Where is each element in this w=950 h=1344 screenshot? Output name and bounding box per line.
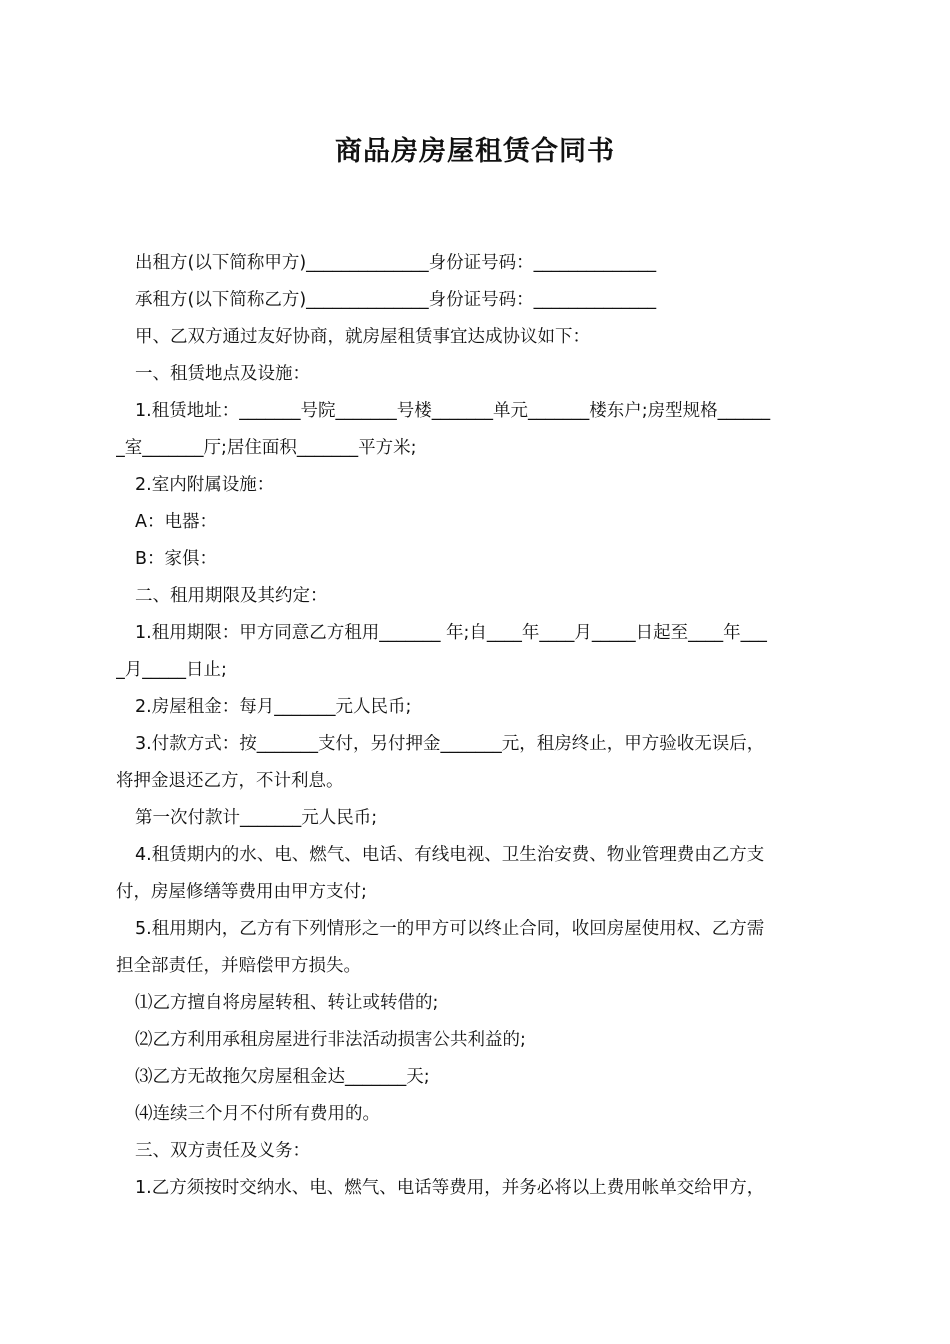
clause-2-3: 3.付款方式：按_______支付，另付押金_______元，租房终止，甲方验收无误后， [135,734,765,754]
clause-2-5-item-2: ⑵乙方利用承租房屋进行非法活动损害公共利益的; [135,1030,526,1050]
clause-2-5-item-3: ⑶乙方无故拖欠房屋租金达_______天; [135,1067,430,1087]
clause-2-2: 2.房屋租金：每月_______元人民币; [135,697,412,717]
document-body [116,245,836,1207]
clause-2-5-item-4: ⑷连续三个月不付所有费用的。 [135,1104,380,1124]
clause-2-4: 4.租赁期内的水、电、燃气、电话、有线电视、卫生治安费、物业管理费由乙方支 [135,845,765,865]
clause-1-2: 2.室内附属设施： [135,475,275,495]
agreement-intro: 甲、乙双方通过友好协商，就房屋租赁事宜达成协议如下： [135,327,590,347]
clause-2-4-cont: 付，房屋修缮等费用由甲方支付; [116,882,367,902]
clause-1-2-b: B：家俱： [135,549,218,569]
section-heading-3: 三、双方责任及义务： [135,1141,310,1161]
clause-2-3-cont: 将押金退还乙方，不计利息。 [116,771,344,791]
clause-1-1: 1.租赁地址：_______号院_______号楼_______单元_______楼东户;房型规格______ [135,401,771,421]
clause-2-1-cont: _月_____日止; [116,660,227,680]
clause-2-5: 5.租用期内，乙方有下列情形之一的甲方可以终止合同，收回房屋使用权、乙方需 [135,919,765,939]
clause-2-5-cont: 担全部责任，并赔偿甲方损失。 [116,956,361,976]
clause-1-2-a: A：电器： [135,512,217,532]
section-heading-2: 二、租用期限及其约定： [135,586,328,606]
section-heading-1: 一、租赁地点及设施： [135,364,310,384]
clause-2-5-item-1: ⑴乙方擅自将房屋转租、转让或转借的; [135,993,439,1013]
document-title: 商品房房屋租赁合同书 [335,136,615,167]
clause-2-3-first-payment: 第一次付款计_______元人民币; [135,808,378,828]
clause-3-1: 1.乙方须按时交纳水、电、燃气、电话等费用，并务必将以上费用帐单交给甲方， [135,1178,765,1198]
clause-1-1-cont: _室_______厅;居住面积_______平方米; [116,438,417,458]
clause-2-1: 1.租用期限：甲方同意乙方租用_______ 年;自____年____月_____日起至____年___ [135,623,767,643]
lessee-line: 承租方(以下简称乙方)______________身份证号码：______________ [135,290,657,310]
lessor-line: 出租方(以下简称甲方)______________身份证号码：______________ [135,253,657,273]
